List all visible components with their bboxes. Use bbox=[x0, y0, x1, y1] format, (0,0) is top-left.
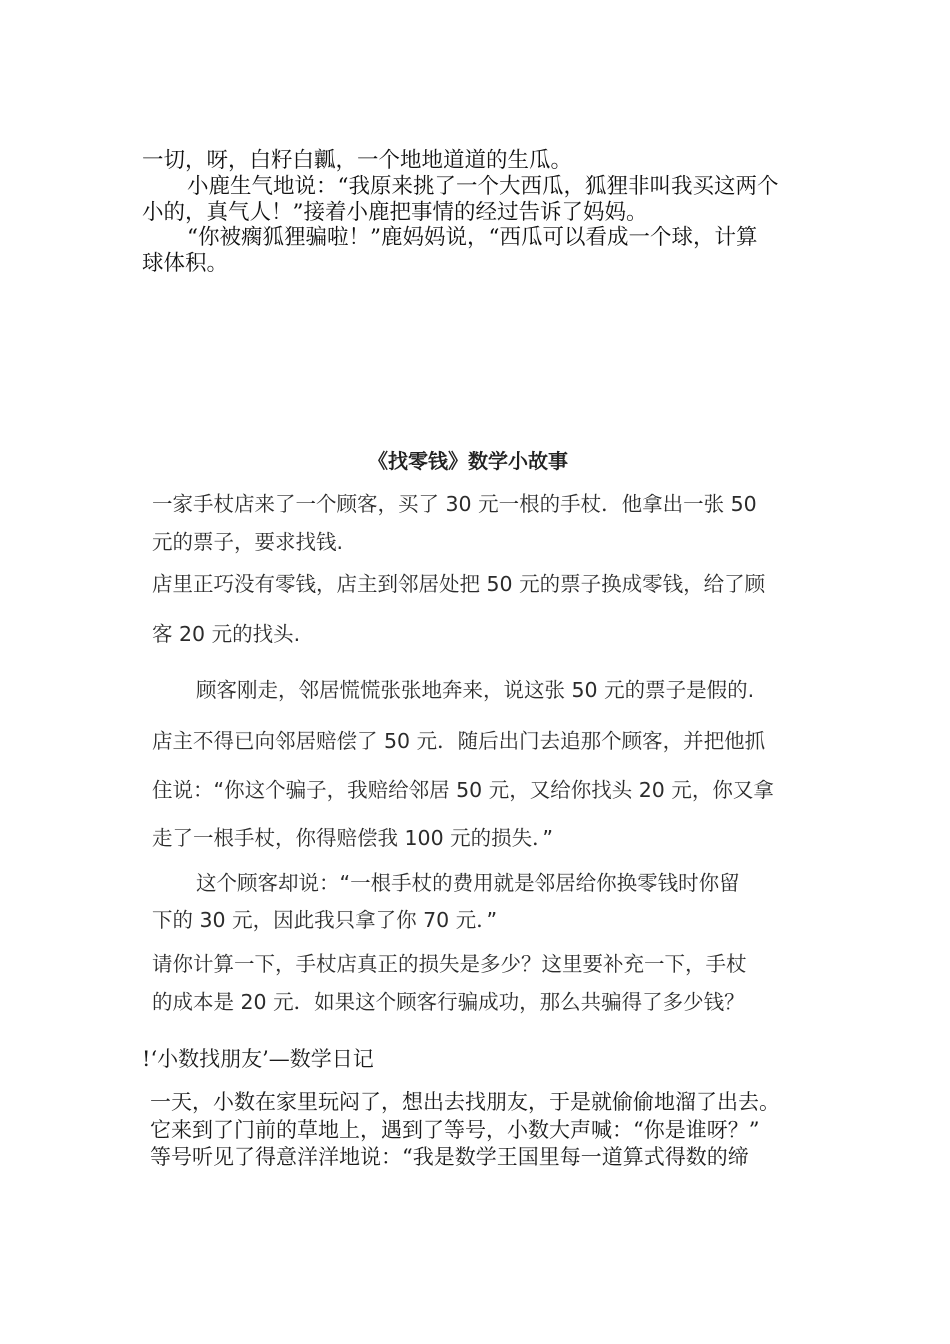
paragraph-line: 店里正巧没有零钱，店主到邻居处把 50 元的票子换成零钱，给了顾 bbox=[152, 572, 766, 596]
paragraph-line: 的成本是 20 元．如果这个顾客行骗成功，那么共骗得了多少钱？ bbox=[152, 990, 745, 1014]
paragraph-line: 小鹿生气地说：“我原来挑了一个大西瓜，狐狸非叫我买这两个 bbox=[187, 174, 779, 199]
paragraph-line: 球体积。 bbox=[142, 251, 229, 276]
paragraph-line: “你被瘸狐狸骗啦！”鹿妈妈说，“西瓜可以看成一个球，计算 bbox=[187, 225, 758, 250]
paragraph-line: 顾客刚走，邻居慌慌张张地奔来，说这张 50 元的票子是假的. bbox=[196, 678, 755, 702]
paragraph-line: 这个顾客却说：“一根手杖的费用就是邻居给你换零钱时你留 bbox=[196, 871, 740, 895]
story-title: 《找零钱》数学小故事 bbox=[368, 449, 568, 473]
paragraph-line: 下的 30 元，因此我只拿了你 70 元．” bbox=[152, 908, 498, 932]
paragraph-line: 客 20 元的找头. bbox=[152, 622, 301, 646]
diary-title: !‘小数找朋友’—数学日记 bbox=[142, 1047, 374, 1071]
paragraph-line: 小的，真气人！”接着小鹿把事情的经过告诉了妈妈。 bbox=[142, 200, 648, 225]
paragraph-line: 一切，呀，白籽白瓤，一个地地道道的生瓜。 bbox=[142, 148, 573, 173]
paragraph-line: 请你计算一下，手杖店真正的损失是多少？这里要补充一下，手杖 bbox=[152, 952, 747, 976]
paragraph-line: 走了一根手杖，你得赔偿我 100 元的损失．” bbox=[152, 826, 554, 850]
paragraph-line: 等号听见了得意洋洋地说：“我是数学王国里每一道算式得数的缔 bbox=[150, 1145, 749, 1169]
paragraph-line: 一天，小数在家里玩闷了，想出去找朋友，于是就偷偷地溜了出去。 bbox=[150, 1090, 780, 1114]
paragraph-line: 住说：“你这个骗子，我赔给邻居 50 元，又给你找头 20 元，你又拿 bbox=[152, 778, 774, 802]
paragraph-line: 它来到了门前的草地上，遇到了等号，小数大声喊：“你是谁呀？” bbox=[150, 1118, 760, 1142]
paragraph-line: 一家手杖店来了一个顾客，买了 30 元一根的手杖．他拿出一张 50 bbox=[152, 492, 757, 516]
paragraph-line: 店主不得已向邻居赔偿了 50 元．随后出门去追那个顾客，并把他抓 bbox=[152, 729, 766, 753]
paragraph-line: 元的票子，要求找钱. bbox=[152, 530, 344, 554]
